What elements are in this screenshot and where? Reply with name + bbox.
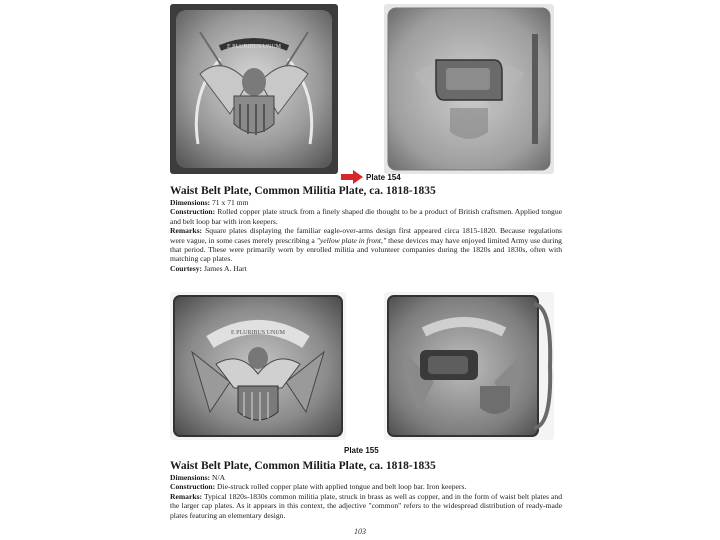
red-arrow-icon [341,170,363,184]
plate155-entry [170,460,562,520]
plate154-back-photo [384,4,554,174]
plate154-front-image [170,4,338,174]
plate155-front-motto: E PLURIBUS UNUM [230,330,286,336]
plate154-remarks: Remarks: Square plates displaying the familiar eagle-over-arms design first appeared circa 1815-1820. Because regulations were vague, in some cases merely prescribing a "yellow plate in front," these devices may have enjoyed limited Army use during that period. These were primarily worn by enrolled militia and volunteer companies during the 1820s and 1830s, often with matching cap plates. [170,226,562,264]
plate155-title: Waist Belt Plate, Common Militia Plate, ca. 1818-1835 [170,460,436,472]
plate154-caption: Plate 154 [366,173,401,182]
plate154-courtesy: Courtesy: James A. Hart [170,263,247,273]
plate154-front-photo [170,4,338,174]
plate155-construction: Construction: Die-struck rolled copper plate with applied tongue and belt loop bar. Iron keepers. [170,482,467,492]
plate154-back-image [384,4,554,174]
plate154-title: Waist Belt Plate, Common Militia Plate, ca. 1818-1835 [170,185,436,197]
plate155-back-photo [384,292,554,440]
plate155-dimensions: Dimensions: N/A [170,473,226,482]
plate155-front-image [170,292,346,440]
plate154-front-motto: E PLURIBUS UNUM [226,44,282,50]
plate155-remarks: Remarks: Typical 1820s-1830s common militia plate, struck in brass as well as copper, and in the form of waist belt plates and the larger cap plates. As it appears in this context, the adjective "common" refers to the widespread distribution of ready-made plates featuring an elementary design. [170,491,562,520]
plate155-back-image [384,292,554,440]
plate154-entry [170,185,562,273]
plate154-construction: Construction: Rolled copper plate struck from a finely shaped die thought to be a product of British craftsmen. Applied tongue and belt loop bar with iron keepers. [170,207,562,226]
plate155-front-photo [170,292,346,440]
plate155-caption: Plate 155 [344,446,379,455]
plate154-dimensions: Dimensions: 71 x 71 mm [170,198,249,207]
page-number: 103 [354,527,366,536]
